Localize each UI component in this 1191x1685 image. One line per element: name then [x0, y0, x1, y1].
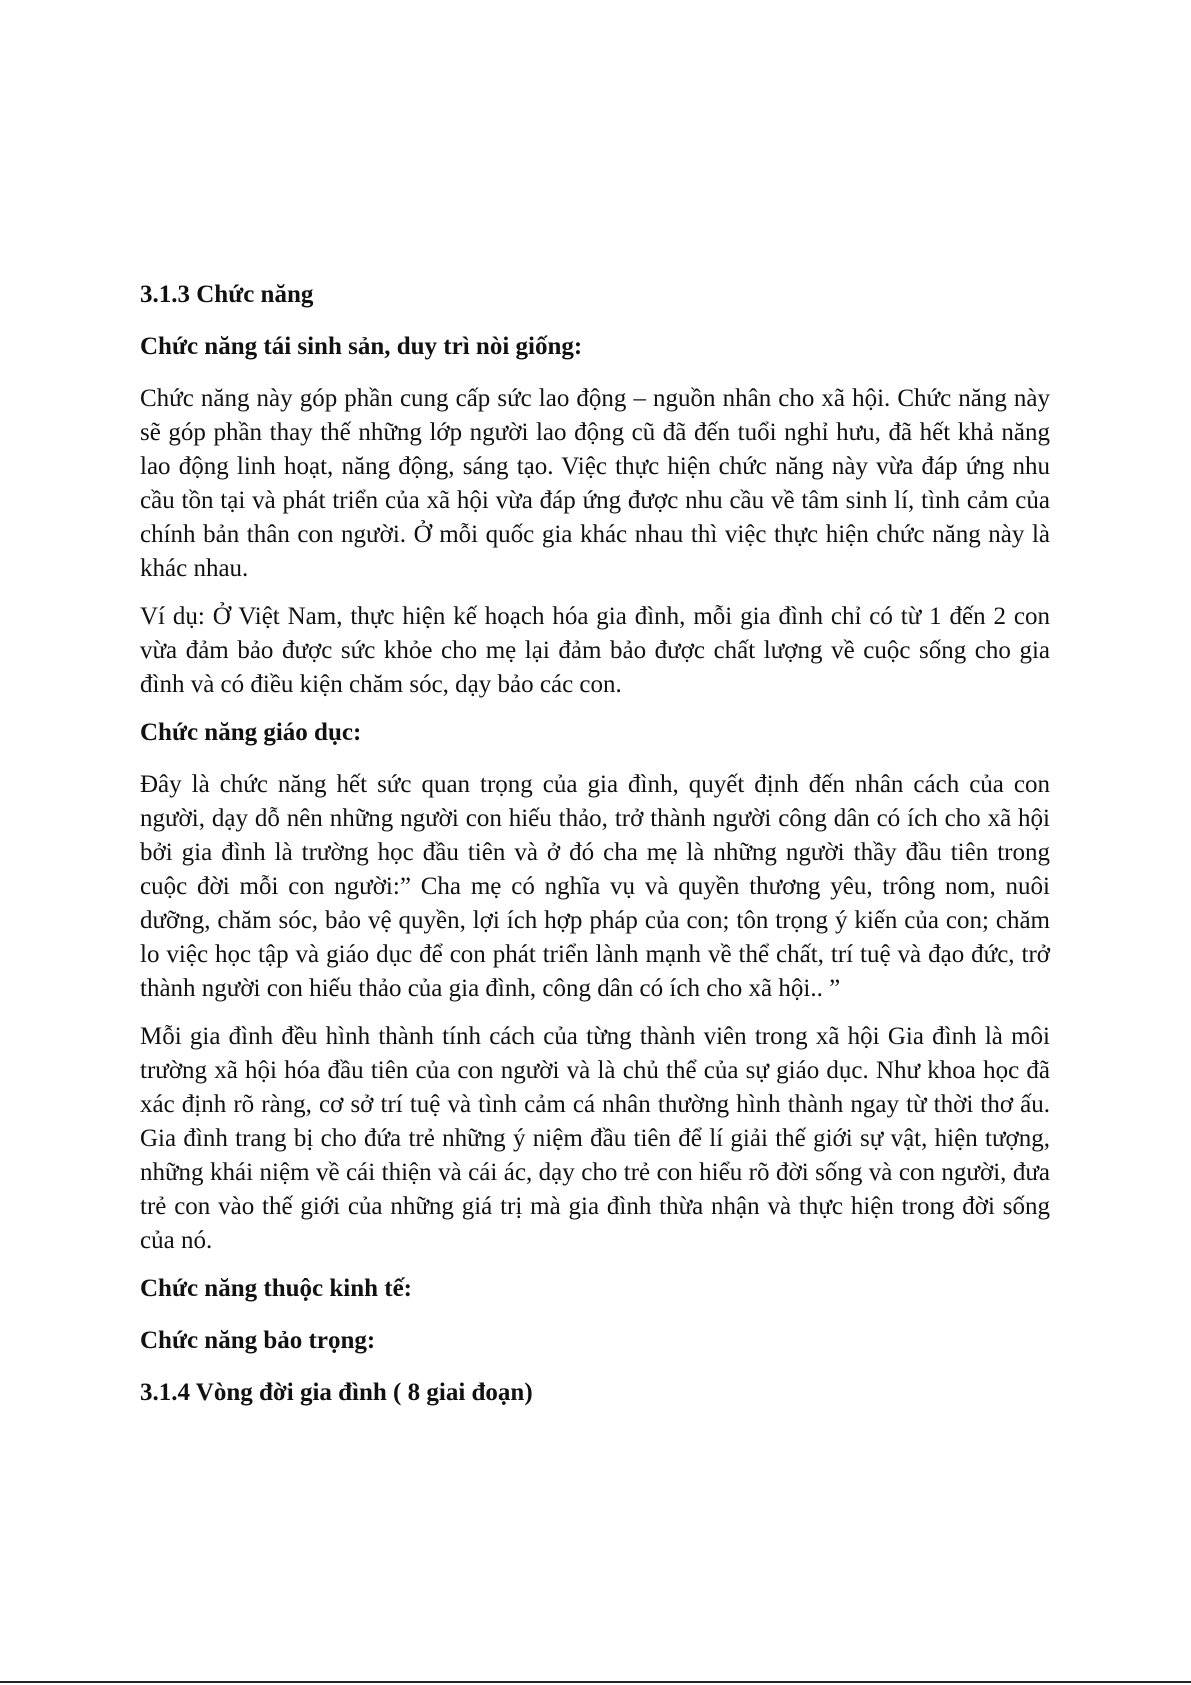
subheading-economic: Chức năng thuộc kinh tế: [140, 1275, 412, 1302]
paragraph-education-2: Mỗi gia đình đều hình thành tính cách của từng thành viên trong xã hội Gia đình là môi trường xã hội hóa đầu tiên của con người và là chủ thể của sự giáo dục. Như khoa học đã xác định rõ ràng, cơ sở trí tuệ và tình cảm cá nhân thường hình thành ngay từ thời thơ ấu. Gia đình trang bị cho đứa trẻ những ý niệm đầu tiên để lí giải thế giới sự vật, hiện tượng, những khái niệm về cái thiện và cái ác, dạy cho trẻ con hiểu rõ đời sống và con người, đưa trẻ con vào thế giới của những giá trị mà gia đình thừa nhận và thực hiện trong đời sống của nó. [140, 1023, 1050, 1254]
section-heading-3-1-3: 3.1.3 Chức năng [140, 281, 314, 308]
footer-rule [0, 1681, 1191, 1683]
subheading-education: Chức năng giáo dục: [140, 719, 362, 746]
paragraph-reproduction-1: Chức năng này góp phần cung cấp sức lao động – nguồn nhân cho xã hội. Chức năng này sẽ góp phần thay thế những lớp người lao động cũ đã đến tuổi nghỉ hưu, đã hết khả năng lao động linh hoạt, năng động, sáng tạo. Việc thực hiện chức năng này vừa đáp ứng nhu cầu tồn tại và phát triển của xã hội vừa đáp ứng được nhu cầu về tâm sinh lí, tình cảm của chính bản thân con người. Ở mỗi quốc gia khác nhau thì việc thực hiện chức năng này là khác nhau. [140, 385, 1050, 582]
document-page [140, 278, 1050, 1428]
section-heading-3-1-4: 3.1.4 Vòng đời gia đình ( 8 giai đoạn) [140, 1379, 533, 1406]
subheading-reproduction: Chức năng tái sinh sản, duy trì nòi giống: [140, 333, 583, 360]
paragraph-reproduction-2: Ví dụ: Ở Việt Nam, thực hiện kế hoạch hóa gia đình, mỗi gia đình chỉ có từ 1 đến 2 con vừa đảm bảo được sức khỏe cho mẹ lại đảm bảo được chất lượng về cuộc sống cho gia đình và có điều kiện chăm sóc, dạy bảo các con. [140, 603, 1050, 698]
paragraph-education-1: Đây là chức năng hết sức quan trọng của gia đình, quyết định đến nhân cách của con người, dạy dỗ nên những người con hiếu thảo, trở thành người công dân có ích cho xã hội bởi gia đình là trường học đầu tiên và ở đó cha mẹ là những người thầy đầu tiên trong cuộc đời mỗi con người:” Cha mẹ có nghĩa vụ và quyền thương yêu, trông nom, nuôi dưỡng, chăm sóc, bảo vệ quyền, lợi ích hợp pháp của con; tôn trọng ý kiến của con; chăm lo việc học tập và giáo dục để con phát triển lành mạnh về thể chất, trí tuệ và đạo đức, trở thành người con hiếu thảo của gia đình, công dân có ích cho xã hội.. ” [140, 771, 1050, 1002]
subheading-protection: Chức năng bảo trọng: [140, 1327, 376, 1354]
